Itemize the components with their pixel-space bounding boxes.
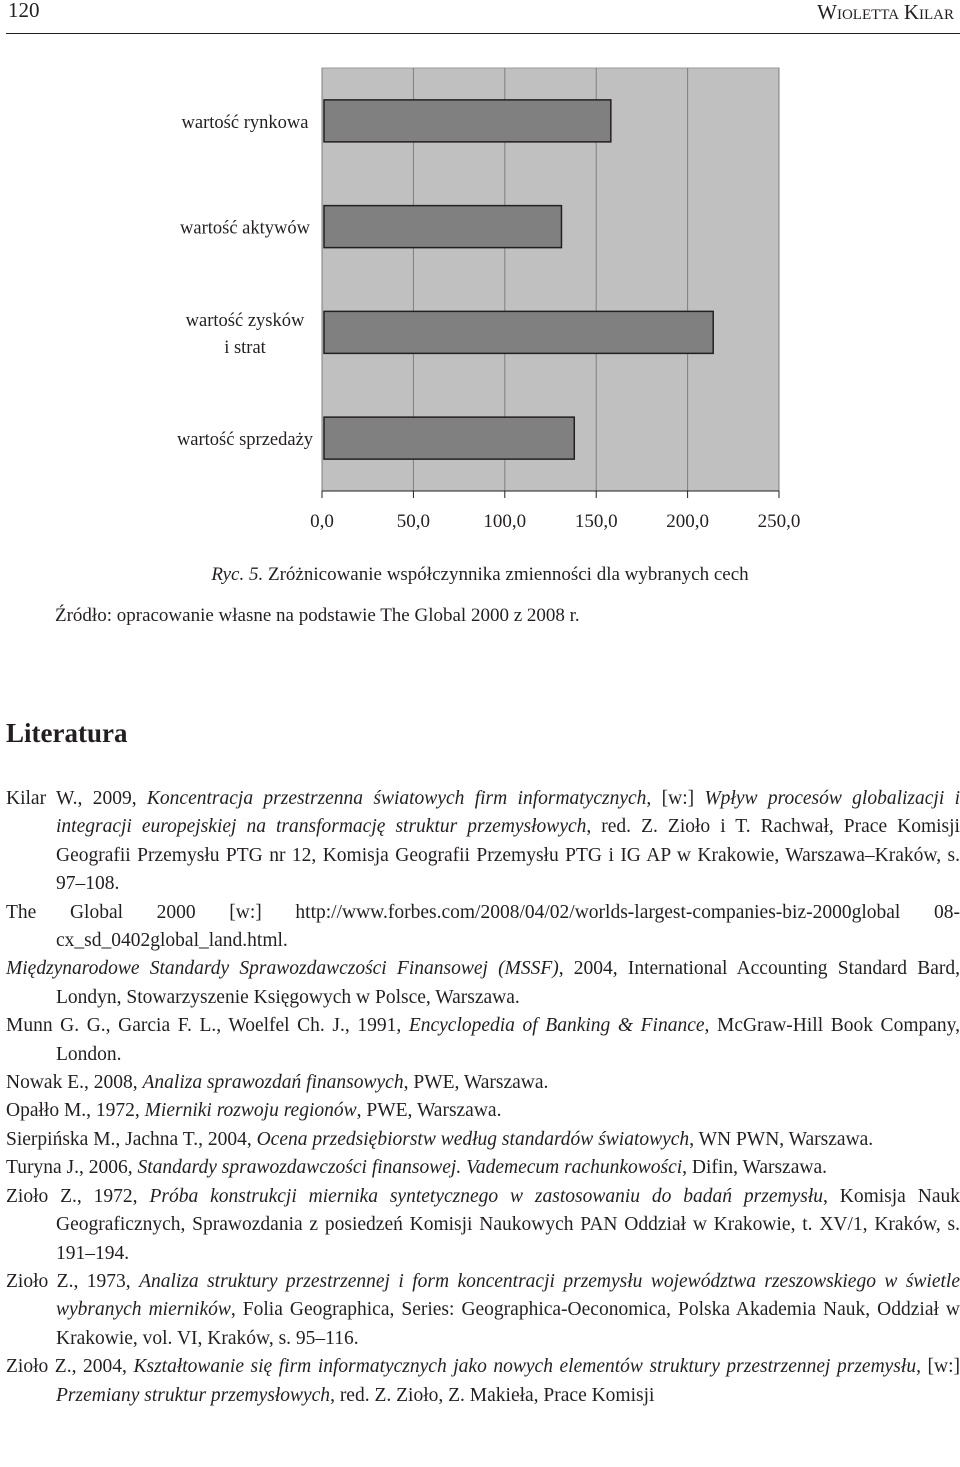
reference-title: Analiza sprawozdań finansowych xyxy=(142,1072,404,1094)
reference-text: , PWE, Warszawa. xyxy=(356,1100,502,1122)
x-tick-label: 100,0 xyxy=(483,511,527,532)
category-label: wartość sprzedaży xyxy=(176,430,314,451)
reference-text: Opałło M., 1972, xyxy=(6,1100,145,1122)
x-tick-label: 0,0 xyxy=(310,511,334,532)
reference-item xyxy=(6,1069,960,1097)
reference-text: , PWE, Warszawa. xyxy=(403,1072,549,1094)
reference-title: Międzynarodowe Standardy Sprawozdawczości Finansowej (MSSF) xyxy=(6,958,559,980)
reference-item xyxy=(6,899,960,956)
reference-title: Ocena przedsiębiorstw według standardów światowych xyxy=(256,1128,690,1150)
author-last-initial: K xyxy=(903,0,919,24)
reference-text: , Komisja Nauk Geograficznych, Sprawozdania z posiedzeń Komisji Naukowych PAN Oddział w Krakowie, t. XV/1, Kraków, s. 191–194. xyxy=(56,1185,960,1264)
reference-text: The Global 2000 [w:] http://www.forbes.com/2008/04/02/worlds-largest-companies-biz-2000global 08-cx_sd_0402global_land.html. xyxy=(6,901,960,952)
reference-list xyxy=(6,785,960,1410)
reference-title: Standardy sprawozdawczości finansowej. Vademecum rachunkowości xyxy=(137,1157,683,1179)
page-number: 120 xyxy=(8,0,40,22)
reference-item xyxy=(6,1012,960,1069)
reference-text: Zioło Z., 2004, xyxy=(6,1356,134,1378)
bar xyxy=(324,100,611,142)
reference-item xyxy=(6,1097,960,1125)
figure-caption xyxy=(0,564,960,586)
reference-text: , red. Z. Zioło, Z. Makieła, Prace Komisji xyxy=(330,1384,655,1406)
reference-text: Zioło Z., 1972, xyxy=(6,1185,150,1207)
figure-number: Ryc. 5. xyxy=(211,564,264,585)
reference-text: Munn G. G., Garcia F. L., Woelfel Ch. J., 1991, xyxy=(6,1015,409,1037)
reference-title: Przemiany struktur przemysłowych xyxy=(56,1384,331,1406)
reference-item xyxy=(6,1183,960,1268)
x-tick-label: 250,0 xyxy=(757,511,801,532)
reference-item xyxy=(6,1353,960,1410)
reference-item xyxy=(6,1126,960,1154)
bar xyxy=(324,417,574,459)
bar xyxy=(324,206,561,248)
reference-title: Próba konstrukcji miernika syntetycznego w zastosowaniu do badań przemysłu xyxy=(149,1185,823,1207)
bar-chart xyxy=(0,60,960,560)
reference-item xyxy=(6,955,960,1012)
reference-text: [w:] xyxy=(920,1356,960,1378)
reference-text: Kilar W., 2009, xyxy=(6,788,147,809)
running-author xyxy=(817,0,954,25)
section-title: Literatura xyxy=(6,718,128,748)
reference-text: , McGraw-Hill Book Company, London. xyxy=(56,1015,960,1065)
category-label: wartość zysków xyxy=(185,310,305,331)
reference-title: Kształtowanie się firm informatycznych jako nowych elementów struktury przestrzennej przemysłu, xyxy=(133,1356,921,1378)
reference-item xyxy=(6,785,960,899)
category-label: i strat xyxy=(224,337,266,358)
reference-text: Zioło Z., 1973, xyxy=(6,1270,140,1292)
x-tick-label: 50,0 xyxy=(396,511,431,532)
reference-title: Koncentracja przestrzenna światowych firm informatycznych xyxy=(146,788,647,809)
reference-title: Encyclopedia of Banking & Finance xyxy=(408,1015,705,1037)
reference-text: , Difin, Warszawa. xyxy=(682,1157,827,1179)
header-rule xyxy=(6,33,960,34)
x-tick-label: 200,0 xyxy=(666,511,709,532)
category-label: wartość rynkowa xyxy=(181,112,309,133)
reference-item xyxy=(6,1268,960,1353)
reference-item xyxy=(6,1154,960,1182)
reference-text: Nowak E., 2008, xyxy=(6,1072,143,1094)
category-label: wartość aktywów xyxy=(180,218,310,239)
figure-caption-text: Zróżnicowanie współczynnika zmienności dla wybranych cech xyxy=(268,564,749,585)
reference-text: , Folia Geographica, Series: Geographica-Oeconomica, Polska Akademia Nauk, Oddział w Krakowie, vol. VI, Kraków, s. 95–116. xyxy=(56,1299,960,1349)
reference-text: , red. Z. Zioło i T. Rachwał, Prace Komisji Geografii Przemysłu PTG nr 12, Komisja Geografii Przemysłu PTG i IG AP w Krakowie, Warszawa–Kraków, s. 97–108. xyxy=(56,816,960,895)
reference-title: Analiza struktury przestrzennej i form koncentracji przemysłu województwa rzeszowskiego w świetle wybranych mierników xyxy=(56,1270,960,1321)
reference-text: , [w:] xyxy=(646,788,705,809)
author-first-rest: IOLETTA xyxy=(836,7,900,23)
reference-text: Sierpińska M., Jachna T., 2004, xyxy=(6,1128,257,1150)
reference-text: , 2004, International Accounting Standard Bard, Londyn, Stowarzyszenie Księgowych w Polsce, Warszawa. xyxy=(56,958,960,1008)
reference-text: Turyna J., 2006, xyxy=(6,1157,138,1179)
reference-title: Wpływ procesów globalizacji i integracji europejskiej na transformację struktur przemysłowych xyxy=(56,788,960,838)
author-first-initial: W xyxy=(817,0,837,24)
x-tick-label: 150,0 xyxy=(574,511,618,532)
reference-text: , WN PWN, Warszawa. xyxy=(689,1128,874,1150)
bar xyxy=(324,311,713,353)
reference-title: Mierniki rozwoju regionów xyxy=(144,1100,357,1122)
figure-source: Źródło: opracowanie własne na podstawie The Global 2000 z 2008 r. xyxy=(55,605,580,626)
author-last-rest: ILAR xyxy=(919,7,954,23)
